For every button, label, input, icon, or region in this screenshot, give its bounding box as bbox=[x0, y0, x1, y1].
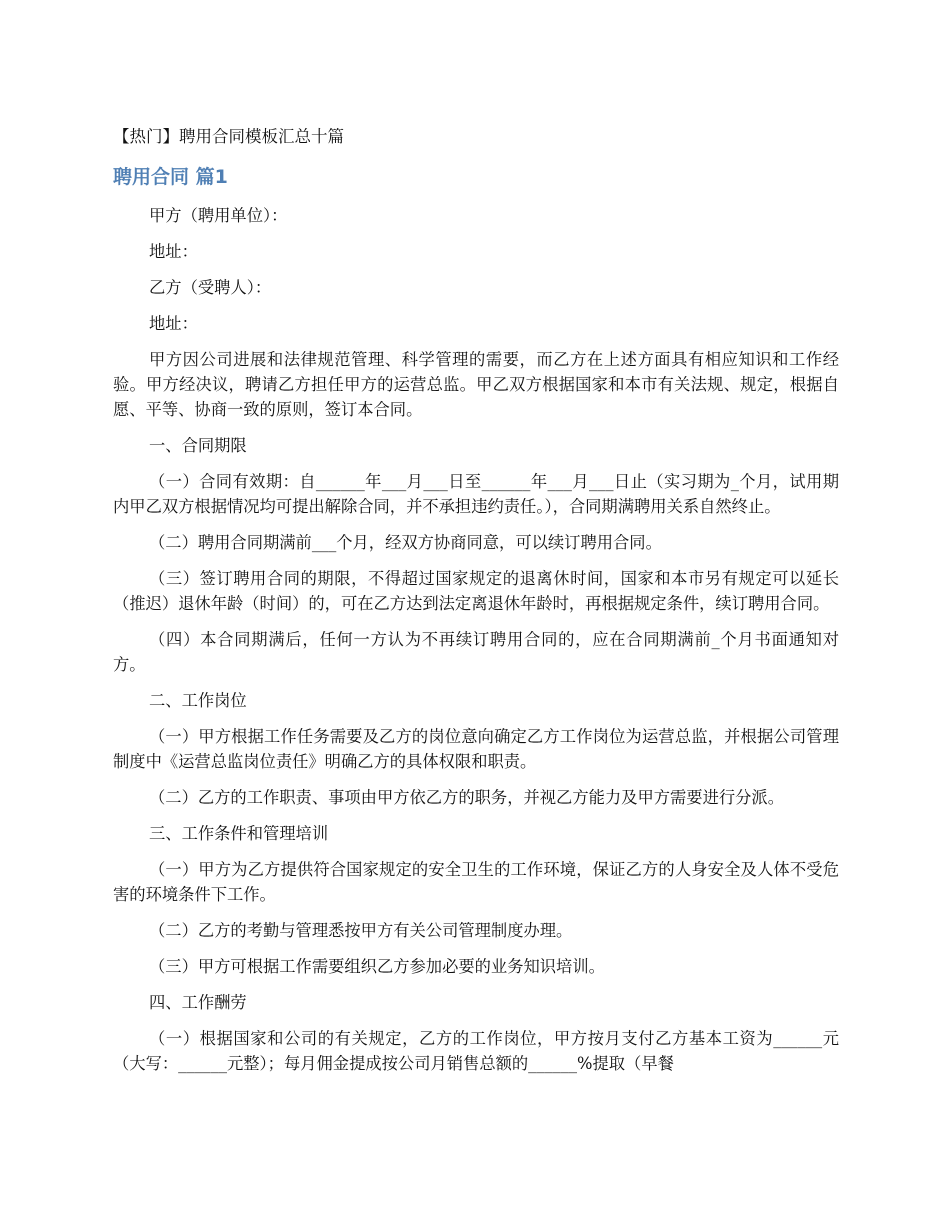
clause-paragraph: （一）根据国家和公司的有关规定，乙方的工作岗位，甲方按月支付乙方基本工资为______元（大写：______元整）；每月佣金提成按公司月销售总额的______%提取（早餐 bbox=[113, 1029, 839, 1073]
clause-paragraph: （一）合同有效期：自______年___月___日至______年___月___日止（实习期为_个月，试用期内甲乙双方根据情况均可提出解除合同，并不承担违约责任。），合同期满聘用关系自然终止。 bbox=[113, 472, 839, 516]
clause-paragraph: （一）甲方为乙方提供符合国家规定的安全卫生的工作环境，保证乙方的人身安全及人体不受危害的环境条件下工作。 bbox=[113, 860, 839, 904]
party-a-line: 甲方（聘用单位）： bbox=[149, 206, 288, 225]
preamble-paragraph: 甲方因公司进展和法律规范管理、科学管理的需要，而乙方在上述方面具有相应知识和工作经验。甲方经决议，聘请乙方担任甲方的运营总监。甲乙双方根据国家和本市有关法规、规定，根据自愿、平等、协商一致的原则，签订本合同。 bbox=[113, 350, 839, 419]
clause-heading-position: 二、工作岗位 bbox=[149, 691, 247, 710]
document-title: 【热门】聘用合同模板汇总十篇 bbox=[113, 127, 344, 146]
clause-paragraph: （二）聘用合同期满前___个月，经双方协商同意，可以续订聘用合同。 bbox=[149, 533, 662, 552]
clause-paragraph: （二）乙方的工作职责、事项由甲方依乙方的职务，并视乙方能力及甲方需要进行分派。 bbox=[149, 788, 784, 807]
party-b-address-line: 地址： bbox=[149, 314, 198, 333]
clause-paragraph: （四）本合同期满后，任何一方认为不再续订聘用合同的，应在合同期满前_个月书面通知对方。 bbox=[113, 630, 839, 674]
party-a-address-line: 地址： bbox=[149, 242, 198, 261]
document-body bbox=[113, 203, 839, 1087]
clause-paragraph: （三）签订聘用合同的期限，不得超过国家规定的退离休时间，国家和本市另有规定可以延长（推迟）退休年龄（时间）的，可在乙方达到法定离退休年龄时，再根据规定条件，续订聘用合同。 bbox=[113, 569, 839, 613]
party-b-line: 乙方（受聘人）： bbox=[149, 278, 272, 297]
clause-heading-conditions: 三、工作条件和管理培训 bbox=[149, 824, 329, 843]
clause-paragraph: （一）甲方根据工作任务需要及乙方的岗位意向确定乙方工作岗位为运营总监，并根据公司管理制度中《运营总监岗位责任》明确乙方的具体权限和职责。 bbox=[113, 727, 839, 771]
clause-paragraph: （二）乙方的考勤与管理悉按甲方有关公司管理制度办理。 bbox=[149, 921, 573, 940]
clause-heading-term: 一、合同期限 bbox=[149, 436, 247, 455]
clause-heading-pay: 四、工作酬劳 bbox=[149, 993, 247, 1012]
clause-paragraph: （三）甲方可根据工作需要组织乙方参加必要的业务知识培训。 bbox=[149, 957, 605, 976]
section-heading: 聘用合同 篇1 bbox=[113, 166, 228, 188]
